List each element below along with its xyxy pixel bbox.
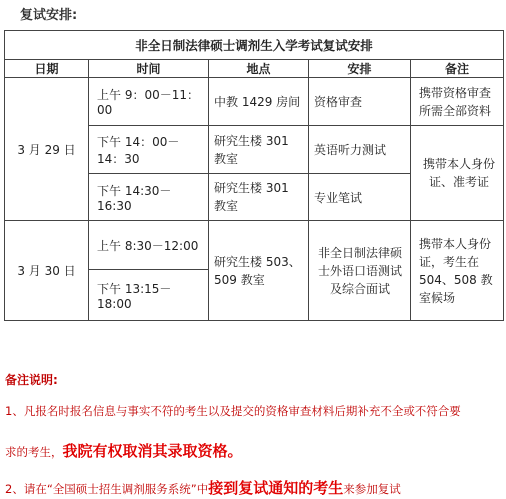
table-header-row xyxy=(5,60,504,78)
schedule-table xyxy=(4,30,504,321)
section-heading: 复试安排: xyxy=(20,8,78,23)
arrangement-cell: 非全日制法律硕士外语口语测试及综合面试 xyxy=(309,221,411,321)
note-line-2-prefix: 求的考生， xyxy=(5,445,63,459)
time-cell: 下午 13:15－18:00 xyxy=(89,270,209,321)
note-line-3-suffix: 来参加复试 xyxy=(343,482,401,496)
note-line-1: 1、凡报名时报名信息与事实不符的考生以及提交的资格审查材料后期补充不全或不符合要 xyxy=(5,404,461,418)
date-cell: 3 月 29 日 xyxy=(5,78,89,221)
note-cell: 携带本人身份证，考生在 504、508 教室候场 xyxy=(411,221,504,321)
note-line-2-emphasis: 我院有权取消其录取资格。 xyxy=(62,442,243,460)
location-cell: 中教 1429 房间 xyxy=(209,78,309,126)
arrangement-cell: 资格审查 xyxy=(309,78,411,126)
time-cell: 上午 8:30－12:00 xyxy=(89,221,209,270)
arrangement-cell: 专业笔试 xyxy=(309,174,411,221)
table-title: 非全日制法律硕士调剂生入学考试复试安排 xyxy=(5,31,504,60)
note-cell: 携带资格审查所需全部资料 xyxy=(411,78,504,126)
location-cell: 研究生楼 301 教室 xyxy=(209,126,309,174)
time-cell: 下午 14：00－14：30 xyxy=(89,126,209,174)
note-line-3 xyxy=(5,477,401,498)
table-row xyxy=(5,78,504,126)
location-cell: 研究生楼 301 教室 xyxy=(209,174,309,221)
note-line-2 xyxy=(5,440,243,461)
header-arrangement: 安排 xyxy=(309,60,411,78)
date-cell: 3 月 30 日 xyxy=(5,221,89,321)
time-cell: 上午 9：00－11：00 xyxy=(89,78,209,126)
notes-heading: 备注说明: xyxy=(5,373,58,387)
table-row xyxy=(5,221,504,270)
note-cell: 携带本人身份证、准考证 xyxy=(411,126,504,221)
location-cell: 研究生楼 503、509 教室 xyxy=(209,221,309,321)
header-time: 时间 xyxy=(89,60,209,78)
header-note: 备注 xyxy=(411,60,504,78)
time-cell: 下午 14:30－16:30 xyxy=(89,174,209,221)
arrangement-cell: 英语听力测试 xyxy=(309,126,411,174)
header-date: 日期 xyxy=(5,60,89,78)
note-line-3-prefix: 2、请在“全国硕士招生调剂服务系统”中 xyxy=(5,482,209,496)
header-location: 地点 xyxy=(209,60,309,78)
note-line-3-emphasis: 接到复试通知的考生 xyxy=(208,479,344,497)
